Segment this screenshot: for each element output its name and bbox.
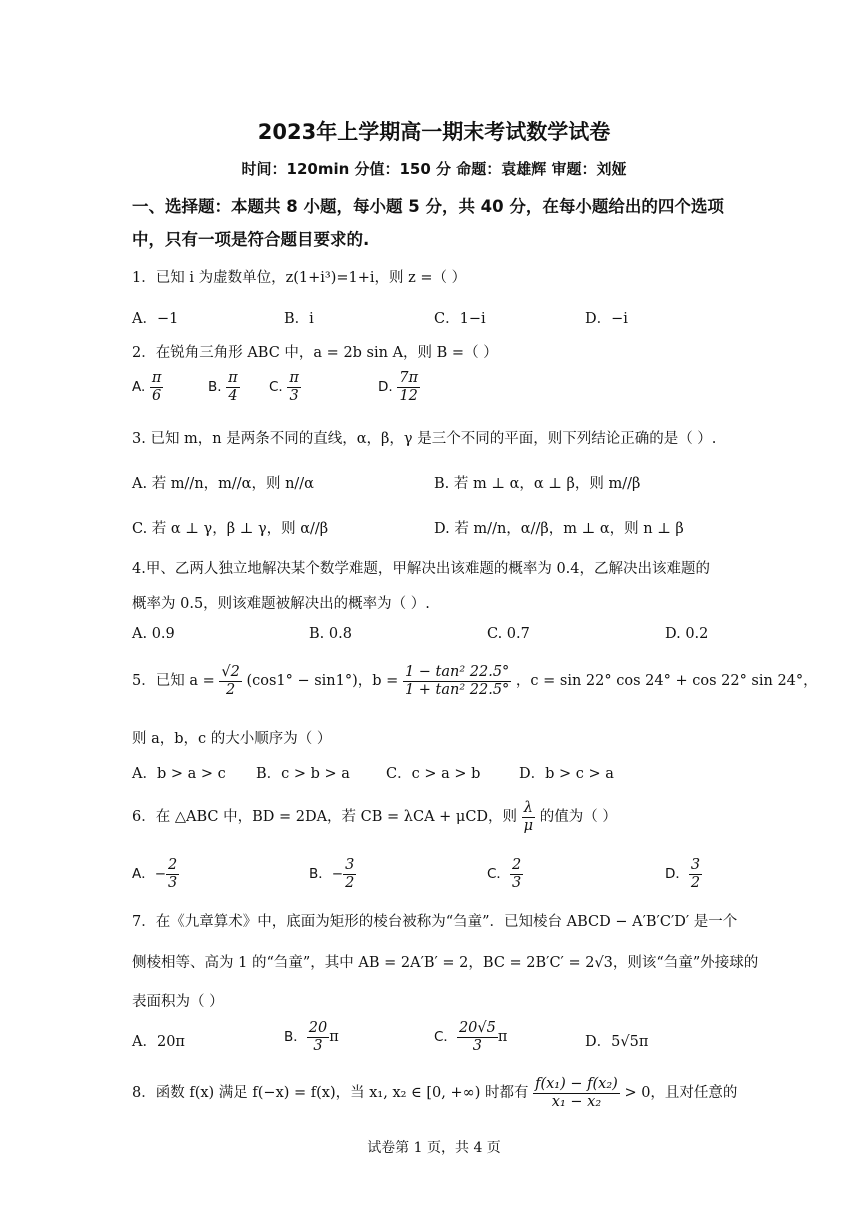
q8-frac-den: x₁ − x₂ (551, 1093, 602, 1110)
q2-option-a-num: π (151, 370, 162, 386)
q7-option-d: D．5√5π (585, 1034, 649, 1050)
q3-option-c: C. 若 α ⊥ γ，β ⊥ γ，则 α//β (132, 521, 329, 537)
q7-option-b-label: B． (284, 1029, 307, 1046)
q6-suffix: 的值为（ ） (539, 809, 617, 826)
q3-option-b: B. 若 m ⊥ α，α ⊥ β，则 m//β (434, 476, 641, 492)
q7-option-c-den: 3 (472, 1037, 483, 1054)
q5-option-d: D．b > c > a (519, 766, 614, 782)
q2-option-a (132, 370, 163, 404)
q6-option-c (487, 857, 523, 891)
q7-option-c-label: C． (434, 1029, 457, 1046)
q5-b-frac-den: 1 + tan² 22.5° (404, 681, 510, 698)
q8-suffix: > 0，且对任意的 (624, 1085, 738, 1102)
q4-option-b: B. 0.8 (309, 626, 352, 642)
q2-option-d-num: 7π (399, 370, 419, 386)
question-7-stem-line2: 侧棱相等、高为 1 的“刍童”，其中 AB = 2A′B′ = 2，BC = 2B′C′ = 2√3，则该“刍童”外接球的 (132, 955, 759, 971)
exam-meta: 时间：120min 分值：150 分 命题：袁雄辉 审题：刘娅 (241, 160, 627, 178)
question-5-stem-line1 (132, 664, 818, 698)
question-7-stem-line1: 7．在《九章算术》中，底面为矩形的棱台被称为“刍童”．已知棱台 ABCD − A′B′C′D′ 是一个 (132, 914, 738, 930)
q2-option-c (269, 370, 301, 404)
q4-option-a: A. 0.9 (132, 626, 175, 642)
question-5-stem-line2: 则 a，b，c 的大小顺序为（ ） (132, 731, 332, 747)
q2-option-a-den: 6 (152, 387, 162, 404)
q1-option-b: B．i (284, 311, 314, 327)
q7-option-c-num: 20√5 (458, 1020, 496, 1036)
q5-a-frac-num: √2 (221, 664, 240, 680)
question-4-stem-line2: 概率为 0.5，则该难题被解决出的概率为（ ）. (132, 596, 430, 612)
q6-option-d-den: 2 (690, 874, 701, 891)
q7-option-b-den: 3 (313, 1037, 323, 1054)
q7-option-b (284, 1020, 339, 1054)
q2-option-d-den: 12 (399, 387, 418, 404)
q1-option-d: D．−i (585, 311, 628, 327)
q2-option-d (378, 370, 420, 404)
q6-ratio-den: μ (523, 817, 534, 834)
q8-prefix: 8．函数 f(x) 满足 f(−x) = f(x)，当 x₁, x₂ ∈ [0, +∞) 时都有 (132, 1085, 529, 1102)
q6-option-a (132, 857, 179, 891)
question-1-stem: 1．已知 i 为虚数单位，z(1+i³)=1+i，则 z =（ ） (132, 270, 467, 286)
q6-ratio-num: λ (522, 800, 535, 818)
q5-option-a: A．b > a > c (132, 766, 226, 782)
q5-option-c: C．c > a > b (386, 766, 481, 782)
page-footer: 试卷第 1 页，共 4 页 (367, 1140, 501, 1156)
q6-option-c-label: C． (487, 866, 510, 883)
q6-option-c-den: 3 (511, 874, 522, 891)
page-title: 2023年上学期高一期末考试数学试卷 (257, 120, 611, 144)
q6-option-d (665, 857, 702, 891)
q7-option-a: A．20π (132, 1034, 185, 1050)
q6-option-d-num: 3 (690, 857, 701, 873)
q7-option-b-tail: π (329, 1029, 339, 1046)
q6-option-b-label: B．− (309, 866, 344, 883)
q5-c-part: ，c = sin 22° cos 24° + cos 22° sin 24°， (515, 673, 818, 690)
question-3-stem: 3. 已知 m，n 是两条不同的直线，α，β，γ 是三个不同的平面，则下列结论正确的是（ ）. (132, 431, 717, 447)
question-8-stem (132, 1076, 737, 1110)
q6-option-b (309, 857, 356, 891)
q6-option-a-label: A．− (132, 866, 167, 883)
q3-option-a: A. 若 m//n，m//α，则 n//α (132, 476, 314, 492)
q5-prefix: 5．已知 a = (132, 673, 215, 690)
question-7-stem-line3: 表面积为（ ） (132, 994, 224, 1010)
q7-option-c (434, 1020, 507, 1054)
q4-option-d: D. 0.2 (665, 626, 709, 642)
q2-option-a-label: A. (132, 379, 146, 396)
q6-option-a-num: 2 (168, 857, 178, 873)
q2-option-b (208, 370, 240, 404)
section-heading-line1: 一、选择题：本题共 8 小题，每小题 5 分，共 40 分，在每小题给出的四个选项 (132, 197, 724, 216)
q6-option-d-label: D． (665, 866, 689, 883)
q6-option-a-den: 3 (168, 874, 178, 891)
q2-option-c-num: π (289, 370, 299, 386)
q6-option-b-num: 3 (345, 857, 355, 873)
question-4-stem-line1: 4.甲、乙两人独立地解决某个数学难题，甲解决出该难题的概率为 0.4，乙解决出该难题的 (132, 561, 710, 577)
q6-option-c-num: 2 (511, 857, 522, 873)
q1-option-c: C．1−i (434, 311, 486, 327)
q3-option-d: D. 若 m//n，α//β，m ⊥ α，则 n ⊥ β (434, 521, 684, 537)
q2-option-b-num: π (228, 370, 238, 386)
q5-a-frac-den: 2 (225, 681, 236, 698)
question-2-stem: 2．在锐角三角形 ABC 中，a = 2b sin A，则 B =（ ） (132, 345, 498, 361)
q2-option-b-den: 4 (228, 387, 238, 404)
q6-option-b-den: 2 (345, 874, 355, 891)
section-heading-line2: 中，只有一项是符合题目要求的. (132, 230, 370, 249)
question-6-stem (132, 800, 617, 834)
q5-a-tail: (cos1° − sin1°)，b = (246, 673, 399, 690)
q4-option-c: C. 0.7 (487, 626, 530, 642)
q5-b-frac-num: 1 − tan² 22.5° (404, 664, 510, 680)
q6-prefix: 6．在 △ABC 中，BD = 2DA，若 CB = λCA + μCD，则 (132, 809, 518, 826)
q8-frac-num: f(x₁) − f(x₂) (535, 1076, 618, 1092)
q2-option-d-label: D. (378, 379, 393, 396)
q2-option-c-den: 3 (289, 387, 299, 404)
q2-option-c-label: C. (269, 379, 283, 396)
q7-option-b-num: 20 (308, 1020, 328, 1036)
q7-option-c-tail: π (497, 1029, 508, 1046)
q1-option-a: A．−1 (132, 311, 179, 327)
q5-option-b: B．c > b > a (256, 766, 350, 782)
q2-option-b-label: B. (208, 379, 222, 396)
